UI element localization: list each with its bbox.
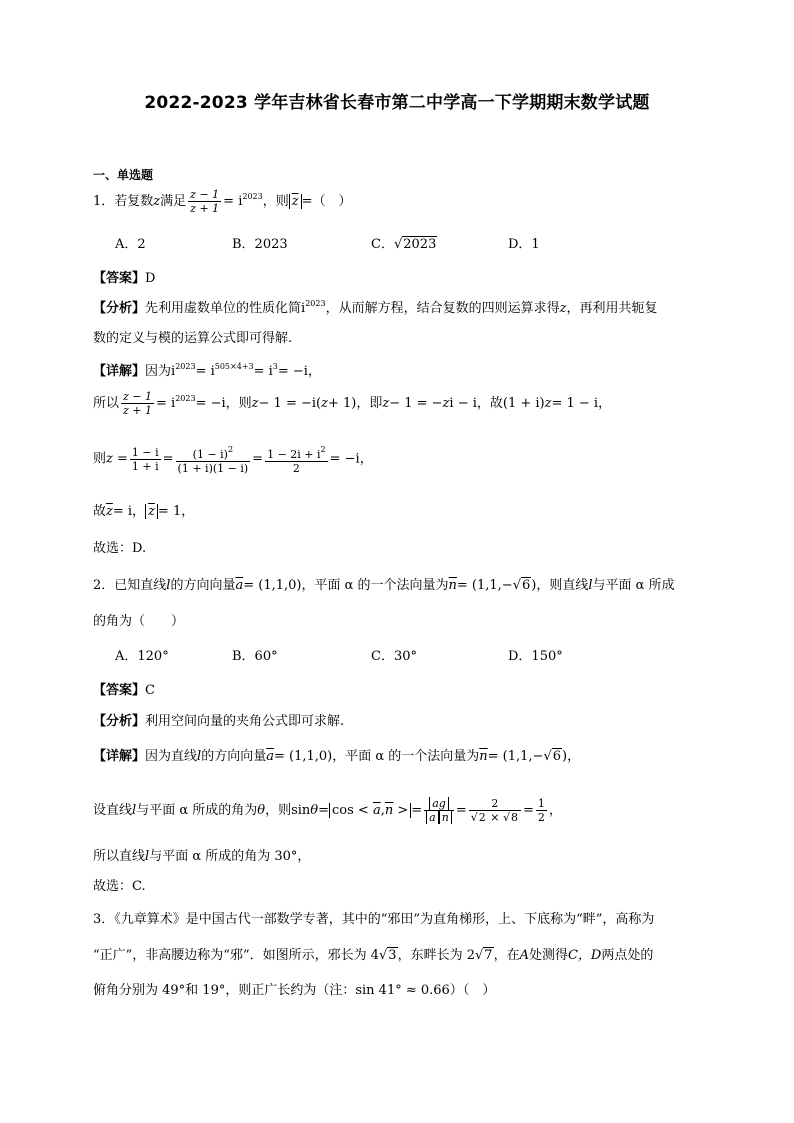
q1-option-c: C．√2023 [371,237,437,252]
q3-stem-line-3: 俯角分别为 49°和 19°，则正广长约为（注：sin 41° ≈ 0.66）（ ） [93,983,496,998]
q1-option-a: A．2 [115,237,146,252]
q2-answer: 【答案】C [93,683,155,698]
q2-option-b: B．60° [232,649,278,664]
q2-analysis: 【分析】利用空间向量的夹角公式即可求解. [93,714,345,729]
q2-option-d: D．150° [508,649,563,664]
q2-detail-line-1: 【详解】因为直线l的方向向量$\overline{a}= (1,1,0)$，平面 α 的一个法向量为$\overline{n}= (1,1,-√6)$， [93,749,581,764]
fraction: $\frac{z - 1}{z + 1}$ [190,188,220,215]
q2-stem-line-2: 的角为（ ） [93,614,185,629]
q1-option-b: B．2023 [232,237,288,252]
q2-stem-line-1: 2．已知直线l的方向向量$\overline{a}= (1,1,0)$，平面 α 的一个法向量为$\overline{n}= (1,1,-√6)$，则直线l与平面 α 所成 [93,578,675,593]
q1-analysis-line-1: 【分析】先利用虚数单位的性质化简$i^{2023}$，从而解方程，结合复数的四则运算求得z，再利用共轭复 [93,299,658,316]
q1-conclusion: 故选：D. [93,541,147,556]
q2-option-a: A．120° [115,649,169,664]
q1-detail-line-2: 所以 $\frac{z - 1}{z + 1}$ = $i^{2023}= -i$，则z− 1 = −i(z+ 1)，即z− 1 = −zi − i，故(1 + i)z= 1 − i， [93,390,612,417]
page-title: 2022-2023 学年吉林省长春市第二中学高一下学期期末数学试题 [144,93,650,113]
q2-detail-line-2: 设直线l与平面 α 所成的角为θ，则$\sin\theta= \cos < \overline{a},\overline{n}$ > = $\frac{ag}{\text{a n}}$ = $\frac{2}{√2 \times √8}$ = $\frac{1}{2}$ ， [93,797,562,824]
q1-detail-line-1: 【详解】因为$i^{2023}= i^{505\times 4+3}= i^3= -i$， [93,362,321,379]
q1-analysis-line-2: 数的定义与模的运算公式即可得解. [93,331,293,346]
q2-option-c: C．30° [371,649,417,664]
q1-stem: 1．若复数z满足 $\frac{z - 1}{z + 1}$ = $i^{2023}$，则 $\overline{z}$ =（ ） [93,188,352,215]
q2-conclusion: 故选：C. [93,879,146,894]
section-heading: 一、单选题 [93,168,154,182]
q1-answer: 【答案】D [93,271,156,286]
q1-detail-line-3: 则z = $\frac{1 - i}{1 + i}$ = $\frac{(1 - i)^2}{(1 + i)(1 - i)}$ = $\frac{1 - 2i + i^2}{2}$ = −i， [93,445,373,475]
q3-stem-line-2: “正广”，非高腰边称为“邪”．如图所示，邪长为 4√3，东畔长为 2√7，在A处测得C，D两点处的 [93,948,654,963]
q1-detail-line-4: 故$\overline{z}= i$， $\overline{z} = 1$， [93,504,195,519]
q2-detail-line-3: 所以直线l与平面 α 所成的角为 30°， [93,849,311,864]
q3-stem-line-1: 3．《九章算术》是中国古代一部数学专著，其中的“邪田”为直角梯形，上、下底称为“畔”，高称为 [93,912,655,927]
q1-option-d: D．1 [508,237,540,252]
